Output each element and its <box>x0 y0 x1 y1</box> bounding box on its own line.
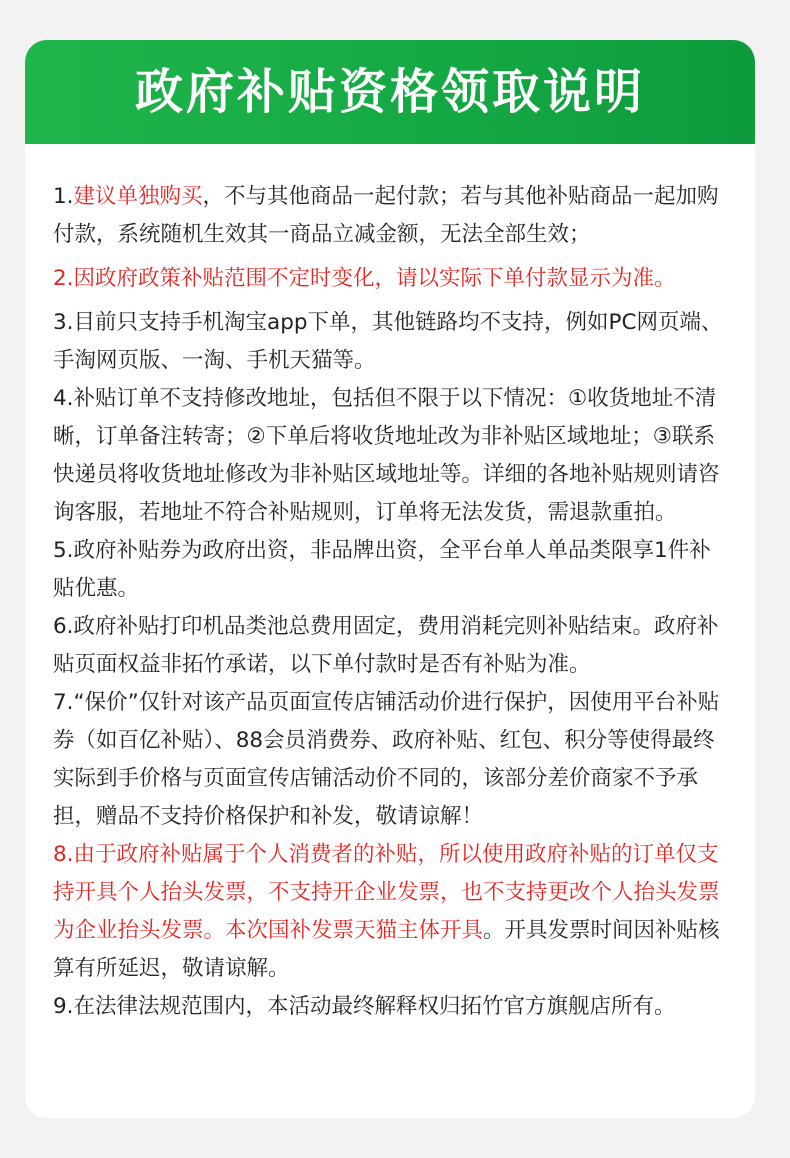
rule-text: 补贴订单不支持修改地址，包括但不限于以下情况：①收货地址不清晰，订单备注转寄；②下单后将收货地址改为非补贴区域地址；③联系快递员将收货地址修改为非补贴区域地址等。详细的各地补贴规则请咨询客服，若地址不符合补贴规则，订单将无法发货，需退款重拍。 <box>53 386 720 525</box>
rule-item-2 <box>53 260 727 298</box>
rule-item-3 <box>53 304 727 380</box>
rule-number: 9. <box>53 994 74 1019</box>
rule-number: 7. <box>53 690 74 715</box>
rule-item-7 <box>53 684 727 836</box>
rule-number: 3. <box>53 310 74 335</box>
rule-number: 6. <box>53 614 74 639</box>
rules-list <box>25 144 755 1026</box>
info-card <box>25 40 755 1118</box>
rule-number: 5. <box>53 538 74 563</box>
rule-item-8 <box>53 836 727 988</box>
rule-text: 政府补贴券为政府出资，非品牌出资，全平台单人单品类限享1件补贴优惠。 <box>53 538 711 601</box>
rule-highlight: 建议单独购买 <box>73 184 203 209</box>
rule-text: 在法律法规范围内，本活动最终解释权归拓竹官方旗舰店所有。 <box>73 994 676 1019</box>
rule-text: 。开具发票时间因补贴核算有所延迟，敬请谅解。 <box>53 918 720 981</box>
rule-number: 1. <box>53 184 74 209</box>
rule-item-5 <box>53 532 727 608</box>
rule-highlight: 因政府政策补贴范围不定时变化，请以实际下单付款显示为准。 <box>73 266 676 291</box>
rule-text: “保价”仅针对该产品页面宣传店铺活动价进行保护，因使用平台补贴券（如百亿补贴）、88会员消费券、政府补贴、红包、积分等使得最终实际到手价格与页面宣传店铺活动价不同的，该部分差价商家不予承担，赠品不支持价格保护和补发，敬请谅解！ <box>53 690 720 829</box>
rule-number: 4. <box>53 386 74 411</box>
rule-number: 2. <box>53 266 74 291</box>
rule-highlight: 由于政府补贴属于个人消费者的补贴，所以使用政府补贴的订单仅支持开具个人抬头发票，不支持开企业发票，也不支持更改个人抬头发票为企业抬头发票。本次国补发票天猫主体开具 <box>53 842 720 943</box>
rule-item-9 <box>53 988 727 1026</box>
rule-text: ，不与其他商品一起付款；若与其他补贴商品一起加购付款，系统随机生效其一商品立减金额，无法全部生效； <box>53 184 719 247</box>
header-banner <box>25 40 755 144</box>
rule-item-1 <box>53 178 727 254</box>
rule-text: 政府补贴打印机品类池总费用固定，费用消耗完则补贴结束。政府补贴页面权益非拓竹承诺，以下单付款时是否有补贴为准。 <box>53 614 719 677</box>
page-title: 政府补贴资格领取说明 <box>134 64 645 120</box>
rule-item-4 <box>53 380 727 532</box>
rule-text: 目前只支持手机淘宝app下单，其他链路均不支持，例如PC网页端、手淘网页版、一淘、手机天猫等。 <box>53 310 723 373</box>
rule-number: 8. <box>53 842 74 867</box>
rule-item-6 <box>53 608 727 684</box>
